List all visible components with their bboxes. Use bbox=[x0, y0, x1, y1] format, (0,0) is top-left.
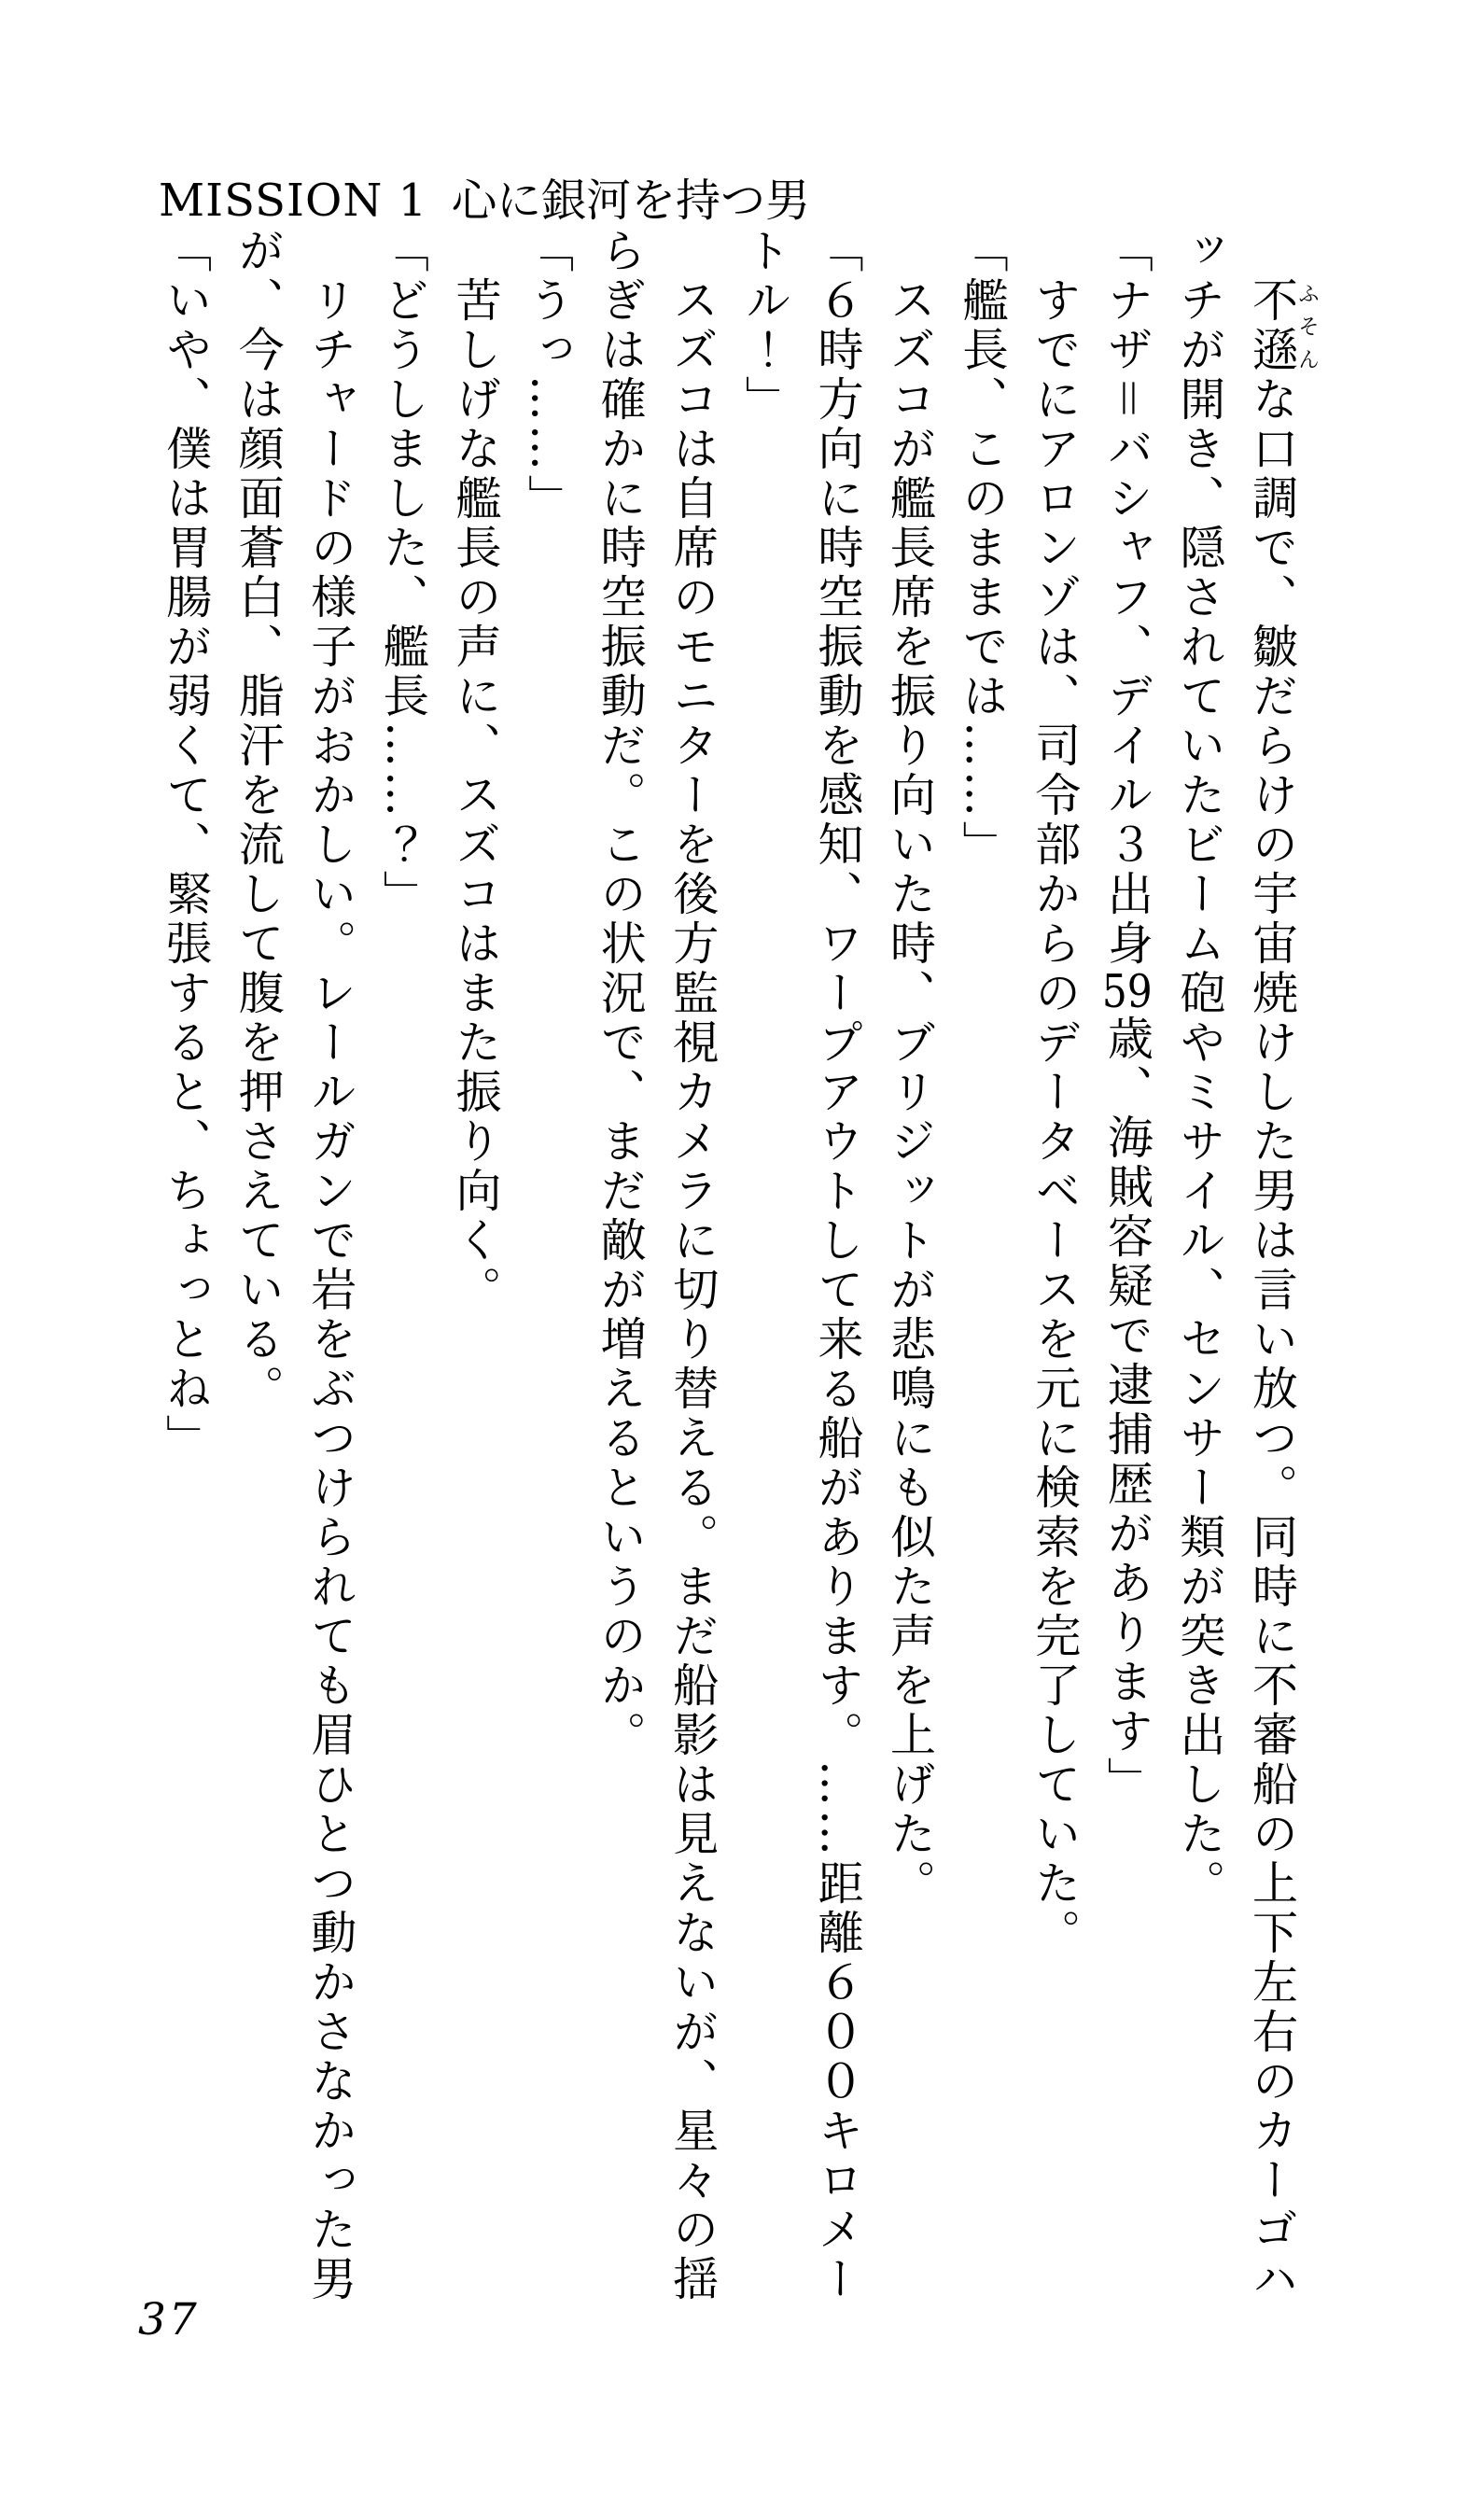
text-column: スズコが艦長席を振り向いた時、ブリジットが悲鳴にも似た声を上げた。 bbox=[883, 276, 937, 1909]
text-column: が、今は顔面蒼白、脂汗を流して腹を押さえている。 bbox=[231, 227, 286, 1414]
text-column: 苦しげな艦長の声に、スズコはまた振り向く。 bbox=[448, 276, 502, 1315]
running-head bbox=[159, 164, 810, 229]
text-column: 「いや、僕は胃腸が弱くて、緊張すると、ちょっとね」 bbox=[159, 227, 213, 1463]
text-column: 「ナザ＝バシャフ、デイル３出身59歳、海賊容疑で逮捕歴があります」 bbox=[1100, 227, 1154, 1806]
text-column: すでにアロンゾは、司令部からのデータベースを元に検索を完了していた。 bbox=[1028, 276, 1082, 1958]
text-column: 不遜ふそんな口調で、皺だらけの宇宙焼けした男は言い放つ。同時に不審船の上下左右のカーゴハ bbox=[1245, 276, 1319, 2304]
text-column: らぎは確かに時空振動だ。この状況で、まだ敵が増えるというのか。 bbox=[594, 227, 648, 1760]
text-column: スズコは自席のモニターを後方監視カメラに切り替える。まだ船影は見えないが、星々の揺 bbox=[665, 276, 720, 2304]
text-column: トル！」 bbox=[738, 227, 792, 425]
text-column: 「６時方向に時空振動を感知、ワープアウトして来る船があります。……距離６００キロメー bbox=[810, 227, 864, 2304]
text-column: ッチが開き、隠されていたビーム砲やミサイル、センサー類が突き出した。 bbox=[1172, 227, 1226, 1909]
text-column: リチャードの様子がおかしい。レールガンで岩をぶつけられても眉ひとつ動かさなかった男 bbox=[303, 276, 357, 2304]
vertical-text-block bbox=[149, 227, 1318, 2317]
tatechuyoko-number: 59 bbox=[1101, 969, 1153, 1015]
text-column: 「艦長、このままでは……」 bbox=[956, 227, 1010, 870]
text-column: 「うっ……」 bbox=[521, 227, 575, 524]
chapter-title: 心に銀河を持つ男 bbox=[452, 175, 811, 227]
page-number: 37 bbox=[138, 2294, 200, 2345]
ruby-annotated-word: 不遜ふそん bbox=[1245, 276, 1319, 375]
text-column: 「どうしました、艦長……？」 bbox=[376, 227, 430, 919]
mission-label: MISSION 1 bbox=[159, 175, 428, 227]
